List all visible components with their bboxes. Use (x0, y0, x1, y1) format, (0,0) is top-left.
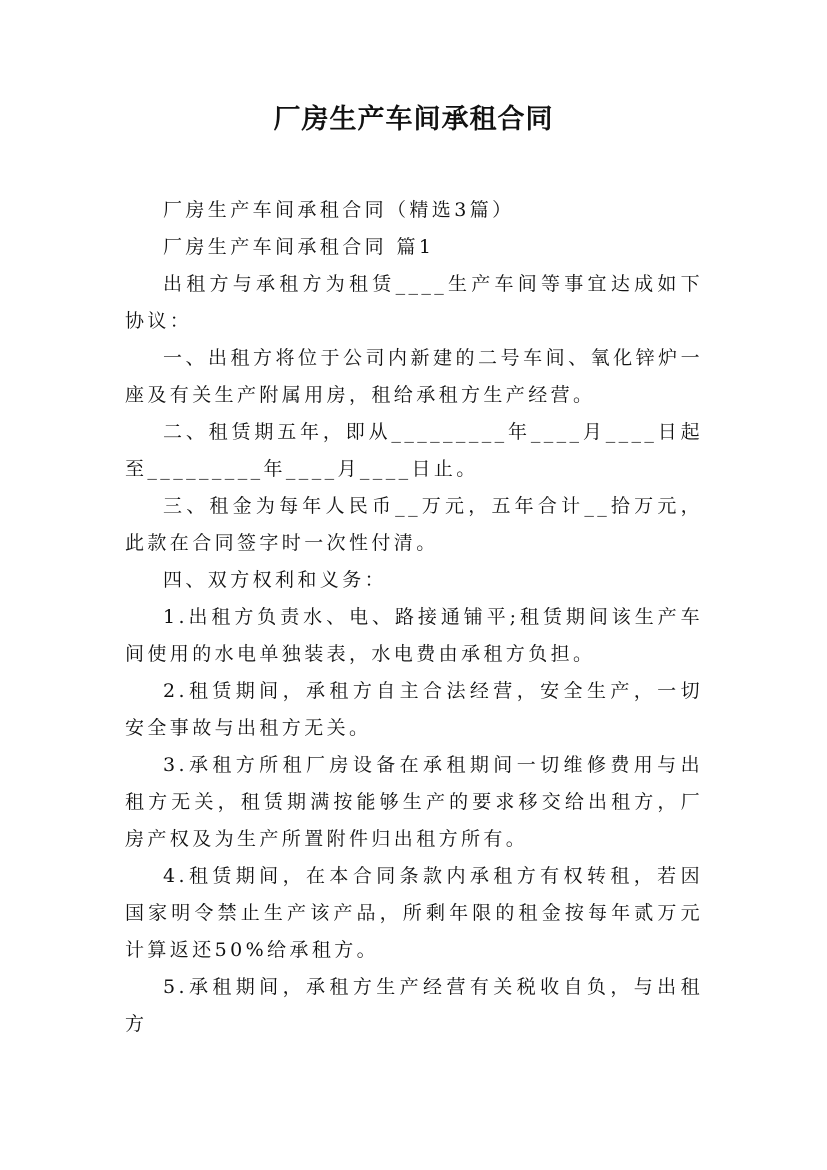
paragraph-item-1: 1.出租方负责水、电、路接通铺平;租赁期间该生产车间使用的水电单独装表，水电费由承租方负担。 (125, 606, 703, 665)
paragraph-item-5: 5.承租期间，承租方生产经营有关税收自负，与出租方 (125, 976, 703, 1035)
paragraph-subtitle: 厂房生产车间承租合同（精选3篇） (163, 199, 515, 221)
paragraph-item-3: 3.承租方所租厂房设备在承租期间一切维修费用与出租方无关，租赁期满按能够生产的要求移交给出租方，厂房产权及为生产所置附件归出租方所有。 (125, 754, 703, 850)
paragraph-item-2: 2.租赁期间，承租方自主合法经营，安全生产，一切安全事故与出租方无关。 (125, 680, 703, 739)
paragraph-clause-3: 三、租金为每年人民币__万元，五年合计__拾万元，此款在合同签字时一次性付清。 (125, 495, 703, 554)
paragraph-clause-1: 一、出租方将位于公司内新建的二号车间、氧化锌炉一座及有关生产附属用房，租给承租方生产经营。 (125, 347, 703, 406)
document-title: 厂房生产车间承租合同 (273, 104, 554, 135)
paragraph-preamble: 出租方与承租方为租赁____生产车间等事宜达成如下协议： (125, 273, 703, 332)
paragraph-clause-4: 四、双方权利和义务： (163, 569, 388, 591)
document-body (125, 192, 703, 1043)
paragraph-clause-2: 二、租赁期五年，即从_________年____月____日起至_________年____月____日止。 (125, 421, 703, 480)
paragraph-item-4: 4.租赁期间，在本合同条款内承租方有权转租，若因国家明令禁止生产该产品，所剩年限的租金按每年贰万元计算返还50%给承租方。 (125, 865, 703, 961)
paragraph-part-heading: 厂房生产车间承租合同 篇1 (163, 236, 435, 258)
